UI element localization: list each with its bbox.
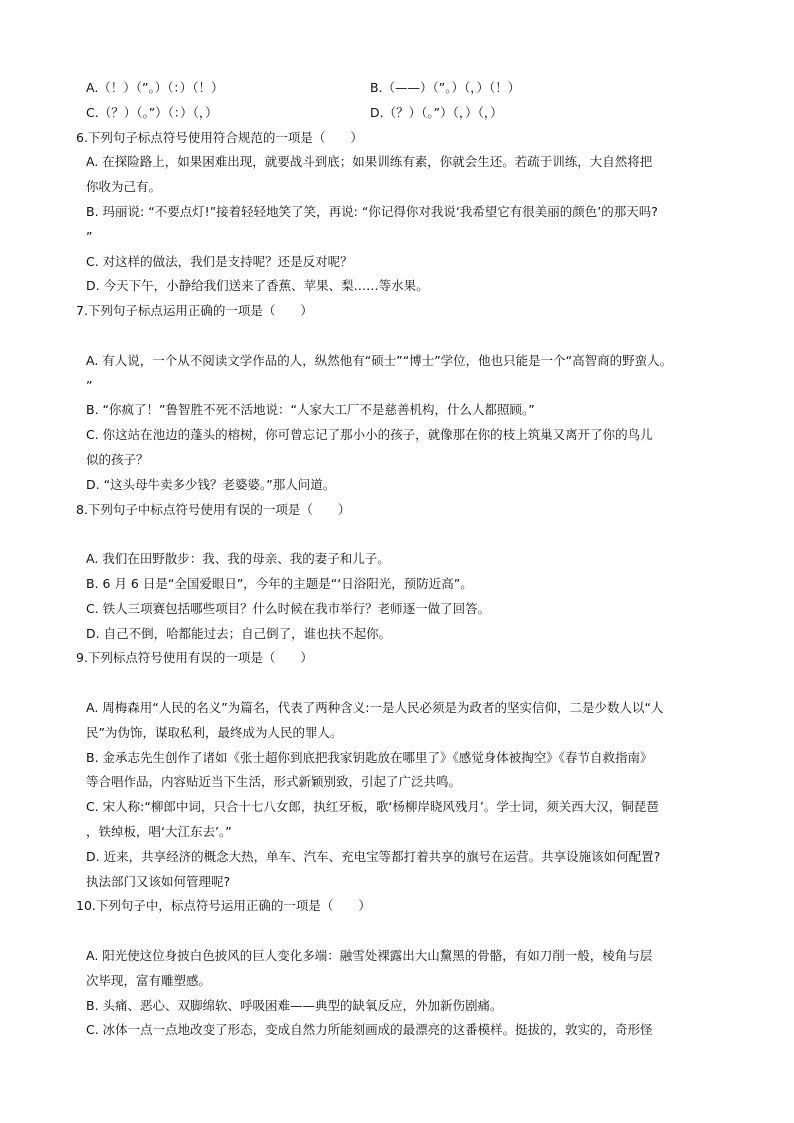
option-text: C. 对这样的做法，我们是支持呢？还是反对呢？ bbox=[86, 253, 353, 269]
option-continuation bbox=[0, 175, 794, 199]
blank-line bbox=[0, 671, 794, 695]
option-text: 似的孩子？ bbox=[86, 452, 149, 467]
answer-option bbox=[0, 423, 794, 447]
answer-option bbox=[0, 622, 794, 646]
question-text: 9.下列标点符号使用有误的一项是（ ） bbox=[76, 650, 313, 666]
blank-line bbox=[0, 522, 794, 546]
option-text: B. 玛丽说: “不要点灯!”接着轻轻地笑了笑，再说: “你记得你对我说‘我希望它有很美丽的颜色’的那天吗? bbox=[86, 204, 658, 219]
answer-option bbox=[0, 150, 794, 174]
option-text: D. 今天下午，小静给我们送来了香蕉、苹果、梨……等水果。 bbox=[86, 278, 429, 294]
answer-option bbox=[0, 250, 794, 274]
option-text: B.（——）（”。）（，）（！） bbox=[370, 80, 521, 95]
option-text: A. 有人说，一个从不阅读文学作品的人，纵然他有“硕士”“博士”学位，他也只能是一个“高智商的野蛮人。 bbox=[86, 352, 673, 368]
question-text: 10.下列句子中，标点符号运用正确的一项是（ ） bbox=[76, 898, 371, 914]
answer-option bbox=[0, 994, 794, 1018]
question-text: 7.下列句子标点运用正确的一项是（ ） bbox=[76, 303, 313, 319]
option-text: C. 你这站在池边的蓬头的榕树，你可曾忘记了那小小的孩子，就像那在你的枝上筑巢又离开了你的鸟儿 bbox=[86, 427, 653, 443]
option-text: A.（！）（”。）（：）（！） bbox=[86, 80, 224, 95]
option-text: A. 在探险路上，如果困难出现，就要战斗到底；如果训练有素，你就会生还。若疏于训练，大自然将把 bbox=[86, 154, 653, 170]
option-text: C. 宋人称:“柳郎中词，只合十七八女郎，执红牙板，歌‘杨柳岸晓风残月’。学士词，须关西大汉，铜琵琶 bbox=[86, 799, 659, 815]
option-text: C.（？）（。”）（：）（，） bbox=[86, 104, 218, 120]
question-text: 8.下列句子中标点符号使用有误的一项是（ ） bbox=[76, 501, 351, 517]
question-stem bbox=[0, 894, 794, 918]
option-text: 民”为伪饰，谋取私利，最终成为人民的罪人。 bbox=[86, 724, 343, 740]
question-stem bbox=[0, 646, 794, 670]
answer-option bbox=[0, 944, 794, 968]
option-continuation bbox=[0, 721, 794, 745]
option-text: B. 金承志先生创作了诸如《张士超你到底把我家钥匙放在哪里了》《感觉身体被掏空》《春节自救指南》 bbox=[86, 749, 653, 765]
answer-option bbox=[0, 572, 794, 596]
question-stem bbox=[0, 498, 794, 522]
question-stem bbox=[0, 299, 794, 323]
answer-option bbox=[0, 349, 794, 373]
option-text: 你收为己有。 bbox=[86, 179, 162, 195]
option-text: B. “你疯了！”鲁智胜不死不活地说：“人家大工厂不是慈善机构，什么人都照顾。” bbox=[86, 402, 535, 418]
answer-option bbox=[0, 547, 794, 571]
answer-option bbox=[0, 795, 794, 819]
blank-line bbox=[0, 324, 794, 348]
option-text: B. 头痛、恶心、双脚绵软、呼吸困难——典型的缺氧反应，外加新伤剧痛。 bbox=[86, 997, 503, 1013]
answer-option bbox=[0, 597, 794, 621]
option-text: 执法部门又该如何管理呢? bbox=[86, 873, 231, 889]
option-text: A. 我们在田野散步：我、我的母亲、我的妻子和儿子。 bbox=[86, 551, 390, 567]
option-text: ，铁绰板，唱‘大江东去’。” bbox=[86, 824, 232, 839]
answer-option bbox=[0, 200, 794, 224]
answer-option bbox=[0, 746, 794, 770]
answer-option bbox=[0, 473, 794, 497]
option-text: C. 铁人三项赛包括哪些项目？什么时候在我市举行？老师逐一做了回答。 bbox=[86, 600, 491, 616]
option-continuation bbox=[0, 820, 794, 844]
answer-option bbox=[0, 1018, 794, 1042]
option-text: 次毕现，富有雕塑感。 bbox=[86, 972, 212, 988]
option-text: ” bbox=[86, 377, 93, 393]
answer-option bbox=[0, 398, 794, 422]
answer-option bbox=[0, 274, 794, 298]
blank-line bbox=[0, 919, 794, 943]
option-continuation bbox=[0, 870, 794, 894]
option-continuation bbox=[0, 770, 794, 794]
option-text: D. “这头母牛卖多少钱？老婆婆。”那人问道。 bbox=[86, 476, 336, 492]
option-continuation bbox=[0, 969, 794, 993]
answer-option bbox=[0, 845, 794, 869]
option-pair-row bbox=[0, 76, 794, 100]
option-text: B. 6 月 6 日是“全国爱眼日”，今年的主题是“‘日浴阳光，预防近高”。 bbox=[86, 576, 473, 591]
option-continuation bbox=[0, 448, 794, 472]
option-text: D. 自己不倒，哈都能过去；自己倒了，谁也扶不起你。 bbox=[86, 625, 392, 641]
answer-option bbox=[0, 696, 794, 720]
option-text: ” bbox=[86, 228, 93, 244]
option-continuation bbox=[0, 225, 794, 249]
option-text: A. 阳光使这位身披白色披风的巨人变化多端：融雪处裸露出大山黧黑的骨骼，有如刀削一般，棱角与层 bbox=[86, 948, 653, 963]
option-text: D.（？）（。”）（，）（，） bbox=[370, 104, 503, 120]
option-text: D. 近来，共享经济的概念大热，单车、汽车、充电宝等都打着共享的旗号在运营。共享设施该如何配置? bbox=[86, 848, 661, 864]
option-continuation bbox=[0, 374, 794, 398]
option-text: 等合唱作品，内容贴近当下生活，形式新颖别致，引起了广泛共鸣。 bbox=[86, 774, 462, 790]
option-text: C. 冰体一点一点地改变了形态，变成自然力所能刻画成的最漂亮的这番模样。挺拔的，敦实的，奇形怪 bbox=[86, 1022, 653, 1038]
option-pair-row bbox=[0, 101, 794, 125]
question-stem bbox=[0, 126, 794, 150]
option-text: A. 周梅森用“人民的名义”为篇名，代表了两种含义:一是人民必须是为政者的坚实信仰，二是少数人以“人 bbox=[86, 700, 664, 715]
question-text: 6.下列句子标点符号使用符合规范的一项是（ ） bbox=[76, 129, 363, 145]
